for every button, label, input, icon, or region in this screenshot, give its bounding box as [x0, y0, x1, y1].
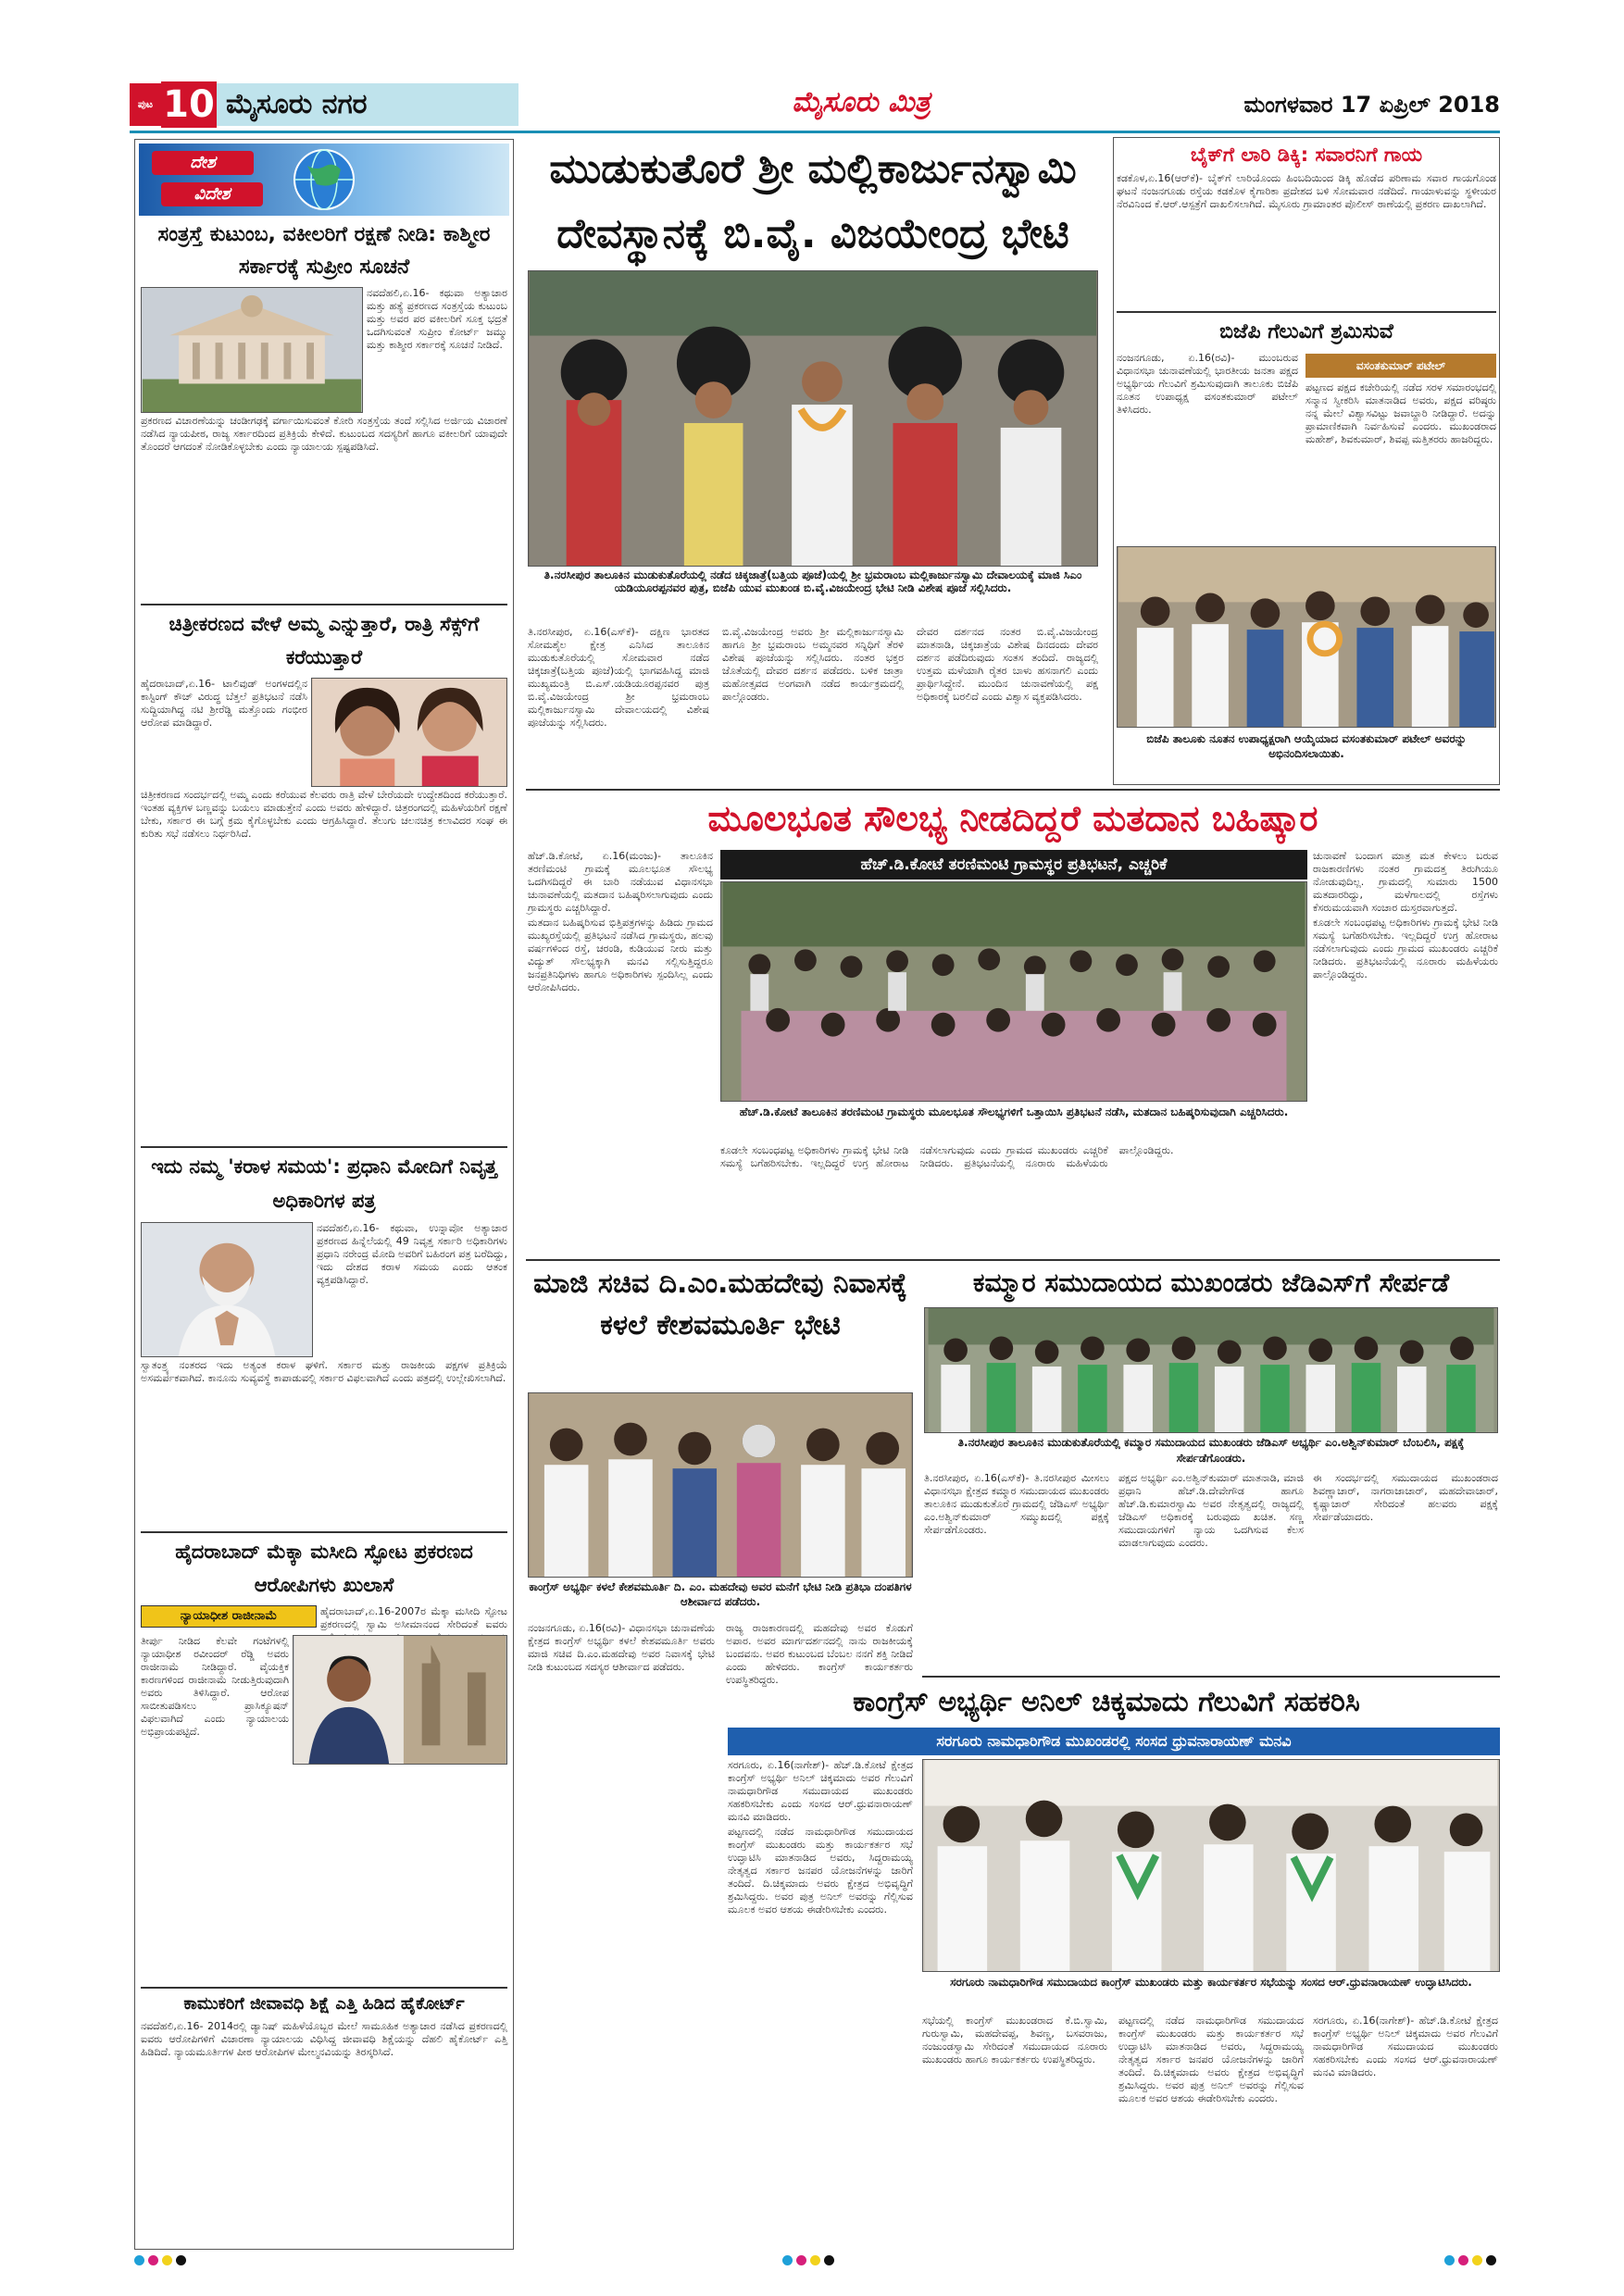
lead-body-col-3: [917, 626, 1098, 785]
paragraph: ಸಭೆಯಲ್ಲಿ ಕಾಂಗ್ರೆಸ್ ಮುಖಂಡರಾದ ಕೆ.ಬಿ.ಸ್ವಾಮಿ, ಗುರುಸ್ವಾಮಿ, ಮಹದೇವಪ್ಪ, ಶಿವಣ್ಣ, ಬಸವರಾಜು, ನಂಜುಂಡಸ್ವಾಮಿ ಸೇರಿದಂತೆ ಸಮುದಾಯದ ನೂರಾರು ಮುಖಂಡರು ಹಾಗೂ ಕಾರ್ಯಕರ್ತರು ಉಪಸ್ಥಿತರಿದ್ದರು.: [922, 2015, 1107, 2065]
divider: [1117, 311, 1496, 313]
anil-subheadline: ಸರಗೂರು ನಾಮಧಾರಿಗೌಡ ಮುಖಂಡರಲ್ಲಿ ಸಂಸದ ಧ್ರುವನಾರಾಯಣ್ ಮನವಿ: [728, 1728, 1500, 1755]
lead-photo: [528, 270, 1098, 567]
lead-photo-caption: ತಿ.ನರಸೀಪುರ ತಾಲೂಕಿನ ಮುಡುಕುತೊರೆಯಲ್ಲಿ ನಡೆದ ಚಿಕ್ಕಜಾತ್ರೆ(ಬತ್ತಿಯ ಪೂಜೆ)ಯಲ್ಲಿ ಶ್ರೀ ಭ್ರಮರಾಂಬ ಮಲ್ಲಿಕಾರ್ಜುನಸ್ವಾಮಿ ದೇವಾಲಯಕ್ಕೆ ಮಾಜಿ ಸಿಎಂ ಯಡಿಯೂರಪ್ಪನವರ ಪುತ್ರ, ಬಿಜೆಪಿ ಯುವ ಮುಖಂಡ ಬಿ.ವೈ.ವಿಜಯೇಂದ್ರ ಭೇಟಿ ನೀಡಿ ವಿಶೇಷ ಪೂಜೆ ಸಲ್ಲಿಸಿದರು.: [543, 568, 1082, 594]
modi-photo: [141, 1222, 313, 1357]
actress-photo: [311, 678, 507, 787]
kammara-body-col-1: [924, 1472, 1109, 1672]
lead-headline: ಮುಡುಕುತೊರೆ ಶ್ರೀ ಮಲ್ಲಿಕಾರ್ಜುನಸ್ವಾಮಿ ದೇವಸ್ಥಾನಕ್ಕೆ ಬಿ.ವೈ. ವಿಜಯೇಂದ್ರ ಭೇಟಿ: [549, 145, 1077, 257]
registration-dot-black: [1486, 2255, 1496, 2265]
bjp-win-headline: ಬಿಜೆಪಿ ಗೆಲುವಿಗೆ ಶ್ರಮಿಸುವೆ: [1219, 320, 1393, 343]
paragraph: ಸ್ವಾತಂತ್ರ್ಯ ನಂತರದ ಇದು ಅತ್ಯಂತ ಕರಾಳ ಘಳಿಗೆ. ಸರ್ಕಾರ ಮತ್ತು ರಾಜಕೀಯ ಪಕ್ಷಗಳ ಪ್ರತಿಕ್ರಿಯೆ ಅಸಮರ್ಪಕವಾಗಿದೆ. ಕಾನೂನು ಸುವ್ಯವಸ್ಥೆ ಕಾಪಾಡುವಲ್ಲಿ ಸರ್ಕಾರ ವಿಫಲವಾಗಿದೆ ಎಂದು ಪತ್ರದಲ್ಲಿ ಉಲ್ಲೇಖಿಸಲಾಗಿದೆ.: [141, 1359, 507, 1384]
registration-dot-magenta: [148, 2255, 158, 2265]
left-story-1-headline: ಸಂತ್ರಸ್ತೆ ಕುಟುಂಬ, ವಕೀಲರಿಗೆ ರಕ್ಷಣೆ ನೀಡಿ: ಕಾಶ್ಮೀರ ಸರ್ಕಾರಕ್ಕೆ ಸುಪ್ರೀಂ ಸೂಚನೆ: [157, 223, 491, 279]
paragraph: ಕೂಡಲೇ ಸಂಬಂಧಪಟ್ಟ ಅಧಿಕಾರಿಗಳು ಗ್ರಾಮಕ್ಕೆ ಭೇಟಿ ನೀಡಿ ಸಮಸ್ಯೆ ಬಗೆಹರಿಸಬೇಕು. ಇಲ್ಲದಿದ್ದರೆ ಉಗ್ರ ಹೋರಾಟ ನಡೆಸಲಾಗುವುದು ಎಂದು ಗ್ರಾಮದ ಮುಖಂಡರು ಎಚ್ಚರಿಕೆ ನೀಡಿದರು. ಪ್ರತಿಭಟನೆಯಲ್ಲಿ ನೂರಾರು ಮಹಿಳೆಯರು ಪಾಲ್ಗೊಂಡಿದ್ದರು.: [720, 1144, 1174, 1169]
left-story-1-body-b: [141, 415, 507, 602]
paragraph: ರಾಜ್ಯ ರಾಜಕಾರಣದಲ್ಲಿ ಮಹದೇವು ಅವರ ಕೊಡುಗೆ ಅಪಾರ. ಅವರ ಮಾರ್ಗದರ್ಶನದಲ್ಲಿ ನಾನು ರಾಜಕೀಯಕ್ಕೆ ಬಂದವನು. ಅವರ ಕುಟುಂಬದ ಬೆಂಬಲ ನನಗೆ ಶಕ್ತಿ ನೀಡಿದೆ ಎಂದು ಹೇಳಿದರು. ಕಾಂಗ್ರೆಸ್ ಕಾರ್ಯಕರ್ತರು ಉಪಸ್ಥಿತರಿದ್ದರು.: [726, 1622, 913, 1686]
registration-dot-magenta: [1458, 2255, 1468, 2265]
divider: [141, 1987, 507, 1989]
registration-dot-magenta: [796, 2255, 806, 2265]
paragraph: ಹೆಚ್.ಡಿ.ಕೋಟೆ, ಏ.16(ಮಂಜು)- ತಾಲೂಕಿನ ತರಣಿಮಂಟಿ ಗ್ರಾಮಕ್ಕೆ ಮೂಲಭೂತ ಸೌಲಭ್ಯ ಒದಗಿಸದಿದ್ದರೆ ಈ ಬಾರಿ ನಡೆಯುವ ವಿಧಾನಸಭಾ ಚುನಾವಣೆಯಲ್ಲಿ ಮತದಾನ ಬಹಿಷ್ಕರಿಸಲಾಗುವುದು ಎಂದು ಗ್ರಾಮಸ್ಥರು ಎಚ್ಚರಿಸಿದ್ದಾರೆ.: [528, 850, 713, 914]
issue-date: ಮಂಗಳವಾರ 17 ಏಪ್ರಿಲ್ 2018: [1243, 92, 1500, 118]
kammara-photo: [924, 1307, 1498, 1433]
registration-dot-yellow: [1472, 2255, 1482, 2265]
judge-resign-tag: ನ್ಯಾಯಾಧೀಶ ರಾಜೀನಾಮೆ: [141, 1605, 317, 1628]
divider: [526, 1259, 1500, 1261]
paragraph: ನವದೆಹಲಿ,ಏ.16- 2014ರಲ್ಲಿ ಡ್ಯಾನಿಷ್ ಮಹಿಳೆಯೊಬ್ಬರ ಮೇಲೆ ಸಾಮೂಹಿಕ ಅತ್ಯಾಚಾರ ನಡೆಸಿದ ಪ್ರಕರಣದಲ್ಲಿ ಐವರು ಆರೋಪಿಗಳಿಗೆ ವಿಚಾರಣಾ ನ್ಯಾಯಾಲಯ ವಿಧಿಸಿದ್ದ ಜೀವಾವಧಿ ಶಿಕ್ಷೆಯನ್ನು ದೆಹಲಿ ಹೈಕೋರ್ಟ್ ಎತ್ತಿ ಹಿಡಿದಿದೆ. ನ್ಯಾಯಮೂರ್ತಿಗಳ ಪೀಠ ಆರೋಪಿಗಳ ಮೇಲ್ಮನವಿಯನ್ನು ತಿರಸ್ಕರಿಸಿದೆ.: [141, 2020, 507, 2058]
masthead: ಮೈಸೂರು ಮಿತ್ರ: [792, 86, 931, 119]
bjp-win-body-a: [1117, 352, 1298, 543]
keshav-headline: ಮಾಜಿ ಸಚಿವ ದಿ.ಎಂ.ಮಹದೇವು ನಿವಾಸಕ್ಕೆ ಕಳಲೆ ಕೇಶವಮೂರ್ತಿ ಭೇಟಿ: [533, 1267, 907, 1341]
kammara-photo-caption: ತಿ.ನರಸೀಪುರ ತಾಲೂಕಿನ ಮುಡುಕುತೊರೆಯಲ್ಲಿ ಕಮ್ಮಾರ ಸಮುದಾಯದ ಮುಖಂಡರು ಜೆಡಿಎಸ್ ಅಭ್ಯರ್ಥಿ ಎಂ.ಅಶ್ವಿನ್‌ಕುಮಾರ್ ಬೆಂಬಲಿಸಿ, ಪಕ್ಷಕ್ಕೆ ಸೇರ್ಪಡೆಗೊಂಡರು.: [957, 1436, 1465, 1465]
bjp-win-body-b: [1305, 381, 1496, 543]
registration-dot-cyan: [134, 2255, 144, 2265]
paragraph: ಪಟ್ಟಣದ ಪಕ್ಷದ ಕಚೇರಿಯಲ್ಲಿ ನಡೆದ ಸರಳ ಸಮಾರಂಭದಲ್ಲಿ ಸನ್ಮಾನ ಸ್ವೀಕರಿಸಿ ಮಾತನಾಡಿದ ಅವರು, ಪಕ್ಷದ ವರಿಷ್ಠರು ನನ್ನ ಮೇಲೆ ವಿಶ್ವಾಸವಿಟ್ಟು ಜವಾಬ್ದಾರಿ ನೀಡಿದ್ದಾರೆ. ಅದನ್ನು ಪ್ರಾಮಾಣಿಕವಾಗಿ ನಿರ್ವಹಿಸುವೆ ಎಂದರು. ಮುಖಂಡರಾದ ಮಹೇಶ್, ಶಿವಕುಮಾರ್, ಶಿವಪ್ಪ ಮತ್ತಿತರರು ಹಾಜರಿದ್ದರು.: [1305, 381, 1496, 445]
lead-body-col-2: [722, 626, 904, 785]
registration-dot-cyan: [1444, 2255, 1455, 2265]
paragraph: ದೇವರ ದರ್ಶನದ ನಂತರ ಬಿ.ವೈ.ವಿಜಯೇಂದ್ರ ಮಾತನಾಡಿ, ಚಿಕ್ಕಜಾತ್ರೆಯ ವಿಶೇಷ ದಿನದಂದು ದೇವರ ದರ್ಶನ ಪಡೆದಿರುವುದು ಸಂತಸ ತಂದಿದೆ. ರಾಜ್ಯದಲ್ಲಿ ಉತ್ತಮ ಮಳೆಯಾಗಿ ರೈತರ ಬಾಳು ಹಸನಾಗಲಿ ಎಂದು ಪ್ರಾರ್ಥಿಸಿದ್ದೇನೆ. ಮುಂದಿನ ಚುನಾವಣೆಯಲ್ಲಿ ಪಕ್ಷ ಅಧಿಕಾರಕ್ಕೆ ಬರಲಿದೆ ಎಂದು ವಿಶ್ವಾಸ ವ್ಯಕ್ತಪಡಿಸಿದರು.: [917, 626, 1098, 703]
paragraph: ಹೈದರಾಬಾದ್,ಏ.16- ಟಾಲಿವುಡ್ ಅಂಗಳದಲ್ಲಿನ ಕಾಸ್ಟಿಂಗ್ ಕೌಚ್ ವಿರುದ್ಧ ಬೆತ್ತಲೆ ಪ್ರತಿಭಟನೆ ನಡೆಸಿ ಸುದ್ದಿಯಾಗಿದ್ದ ನಟಿ ಶ್ರೀರೆಡ್ಡಿ ಮತ್ತೊಂದು ಗಂಭೀರ ಆರೋಪ ಮಾಡಿದ್ದಾರೆ.: [141, 678, 307, 729]
anil-photo-caption: ಸರಗೂರು ನಾಮಧಾರಿಗೌಡ ಸಮುದಾಯದ ಕಾಂಗ್ರೆಸ್ ಮುಖಂಡರು ಮತ್ತು ಕಾರ್ಯಕರ್ತರ ಸಭೆಯನ್ನು ಸಂಸದ ಆರ್.ಧ್ರುವನಾರಾಯಣ್ ಉದ್ಘಾಟಿಸಿದರು.: [950, 1976, 1472, 1989]
banner-word-2: ವಿದೇಶ: [161, 182, 263, 206]
paragraph: ನವದೆಹಲಿ,ಏ.16- ಕಥುವಾ, ಉನ್ನಾವೋ ಅತ್ಯಾಚಾರ ಪ್ರಕರಣದ ಹಿನ್ನೆಲೆಯಲ್ಲಿ 49 ನಿವೃತ್ತ ಸರ್ಕಾರಿ ಅಧಿಕಾರಿಗಳು ಪ್ರಧಾನಿ ನರೇಂದ್ರ ಮೋದಿ ಅವರಿಗೆ ಬಹಿರಂಗ ಪತ್ರ ಬರೆದಿದ್ದು, ಇದು ದೇಶದ ಕರಾಳ ಸಮಯ ಎಂದು ಆತಂಕ ವ್ಯಕ್ತಪಡಿಸಿದ್ದಾರೆ.: [317, 1222, 507, 1286]
paragraph: ಸರಗೂರು, ಏ.16(ನಾಗೇಶ್)- ಹೆಚ್.ಡಿ.ಕೋಟೆ ಕ್ಷೇತ್ರದ ಕಾಂಗ್ರೆಸ್ ಅಭ್ಯರ್ಥಿ ಅನಿಲ್ ಚಿಕ್ಕಮಾದು ಅವರ ಗೆಲುವಿಗೆ ನಾಮಧಾರಿಗೌಡ ಸಮುದಾಯದ ಮುಖಂಡರು ಸಹಕರಿಸಬೇಕು ಎಂದು ಸಂಸದ ಆರ್.ಧ್ರುವನಾರಾಯಣ್ ಮನವಿ ಮಾಡಿದರು.: [728, 1759, 913, 1823]
divider: [526, 789, 1500, 791]
divider: [141, 1146, 507, 1148]
left-story-5-body: [141, 2020, 507, 2246]
protest-subheadline: ಹೆಚ್.ಡಿ.ಕೋಟೆ ತರಣಿಮಂಟಿ ಗ್ರಾಮಸ್ಥರ ಪ್ರತಿಭಟನೆ, ಎಚ್ಚರಿಕೆ: [720, 850, 1307, 880]
left-story-2-body-b: [141, 789, 507, 1144]
protest-photo: [720, 881, 1307, 1102]
protest-photo-caption: ಹೆಚ್.ಡಿ.ಕೋಟೆ ತಾಲೂಕಿನ ತರಣಿಮಂಟಿ ಗ್ರಾಮಸ್ಥರು ಮೂಲಭೂತ ಸೌಲಭ್ಯಗಳಿಗೆ ಒತ್ತಾಯಿಸಿ ಪ್ರತಿಭಟನೆ ನಡೆಸಿ, ಮತದಾನ ಬಹಿಷ್ಕರಿಸುವುದಾಗಿ ಎಚ್ಚರಿಸಿದರು.: [739, 1105, 1289, 1118]
left-story-3-body-b: [141, 1359, 507, 1529]
anil-headline: ಕಾಂಗ್ರೆಸ್ ಅಭ್ಯರ್ಥಿ ಅನಿಲ್ ಚಿಕ್ಕಮಾದು ಗೆಲುವಿಗೆ ಸಹಕರಿಸಿ: [853, 1686, 1360, 1718]
paragraph: ನಂಜನಗೂಡು, ಏ.16(ರವಿ)- ವಿಧಾನಸಭಾ ಚುನಾವಣೆಯ ಕ್ಷೇತ್ರದ ಕಾಂಗ್ರೆಸ್ ಅಭ್ಯರ್ಥಿ ಕಳಲೆ ಕೇಶವಮೂರ್ತಿ ಅವರು ಮಾಜಿ ಸಚಿವ ದಿ.ಎಂ.ಮಹದೇವು ಅವರ ನಿವಾಸಕ್ಕೆ ಭೇಟಿ ನೀಡಿ ಕುಟುಂಬದ ಸದಸ್ಯರ ಆಶೀರ್ವಾದ ಪಡೆದರು.: [528, 1622, 715, 1673]
paragraph: ನಂಜನಗೂಡು, ಏ.16(ರವಿ)- ಮುಂಬರುವ ವಿಧಾನಸಭಾ ಚುನಾವಣೆಯಲ್ಲಿ ಭಾರತೀಯ ಜನತಾ ಪಕ್ಷದ ಅಭ್ಯರ್ಥಿಯ ಗೆಲುವಿಗೆ ಶ್ರಮಿಸುವುದಾಗಿ ತಾಲೂಕು ಬಿಜೆಪಿ ನೂತನ ಉಪಾಧ್ಯಕ್ಷ ವಸಂತಕುಮಾರ್ ಪಟೇಲ್ ತಿಳಿಸಿದರು.: [1117, 352, 1298, 416]
paragraph: ಬಿ.ವೈ.ವಿಜಯೇಂದ್ರ ಅವರು ಶ್ರೀ ಮಲ್ಲಿಕಾರ್ಜುನಸ್ವಾಮಿ ಹಾಗೂ ಶ್ರೀ ಭ್ರಮರಾಂಬ ಅಮ್ಮನವರ ಸನ್ನಿಧಿಗೆ ತೆರಳಿ ವಿಶೇಷ ಪೂಜೆಯನ್ನು ಸಲ್ಲಿಸಿದರು. ನಂತರ ಭಕ್ತರ ಜೊತೆಯಲ್ಲಿ ದೇವರ ದರ್ಶನ ಪಡೆದರು. ಬಳಿಕ ಜಾತ್ರಾ ಮಹೋತ್ಸವದ ಅಂಗವಾಗಿ ನಡೆದ ಕಾರ್ಯಕ್ರಮದಲ್ಲಿ ಪಾಲ್ಗೊಂಡರು.: [722, 626, 904, 703]
banner-word-1: ದೇಶ: [152, 151, 254, 175]
protest-body-right: [1313, 850, 1498, 1254]
anil-body-col-3: [1118, 2015, 1304, 2250]
keshav-photo: [528, 1392, 913, 1578]
left-story-4-headline: ಹೈದರಾಬಾದ್ ಮೆಕ್ಕಾ ಮಸೀದಿ ಸ್ಫೋಟ ಪ್ರಕರಣದ ಆರೋಪಿಗಳು ಖುಲಾಸೆ: [175, 1541, 473, 1596]
page-number: 10: [161, 81, 217, 128]
paragraph: ಸರಗೂರು, ಏ.16(ನಾಗೇಶ್)- ಹೆಚ್.ಡಿ.ಕೋಟೆ ಕ್ಷೇತ್ರದ ಕಾಂಗ್ರೆಸ್ ಅಭ್ಯರ್ಥಿ ಅನಿಲ್ ಚಿಕ್ಕಮಾದು ಅವರ ಗೆಲುವಿಗೆ ನಾಮಧಾರಿಗೌಡ ಸಮುದಾಯದ ಮುಖಂಡರು ಸಹಕರಿಸಬೇಕು ಎಂದು ಸಂಸದ ಆರ್.ಧ್ರುವನಾರಾಯಣ್ ಮನವಿ ಮಾಡಿದರು.: [1313, 2015, 1498, 2078]
paragraph: ಪಟ್ಟಣದಲ್ಲಿ ನಡೆದ ನಾಮಧಾರಿಗೌಡ ಸಮುದಾಯದ ಕಾಂಗ್ರೆಸ್ ಮುಖಂಡರು ಮತ್ತು ಕಾರ್ಯಕರ್ತರ ಸಭೆ ಉದ್ಘಾಟಿಸಿ ಮಾತನಾಡಿದ ಅವರು, ಸಿದ್ದರಾಮಯ್ಯ ನೇತೃತ್ವದ ಸರ್ಕಾರ ಜನಪರ ಯೋಜನೆಗಳನ್ನು ಜಾರಿಗೆ ತಂದಿದೆ. ದಿ.ಚಿಕ್ಕಮಾದು ಅವರು ಕ್ಷೇತ್ರದ ಅಭಿವೃದ್ಧಿಗೆ ಶ್ರಮಿಸಿದ್ದರು. ಅವರ ಪುತ್ರ ಅನಿಲ್ ಅವರನ್ನು ಗೆಲ್ಲಿಸುವ ಮೂಲಕ ಅವರ ಆಶಯ ಈಡೇರಿಸಬೇಕು ಎಂದರು.: [728, 1826, 913, 1915]
registration-dot-black: [824, 2255, 834, 2265]
protest-headline: ಮೂಲಭೂತ ಸೌಲಭ್ಯ ನೀಡದಿದ್ದರೆ ಮತದಾನ ಬಹಿಷ್ಕಾರ: [707, 798, 1318, 839]
keshav-body-col-1: [528, 1622, 715, 1937]
registration-dot-yellow: [810, 2255, 820, 2265]
left-story-1-body-a: [367, 287, 507, 413]
bike-accident-headline: ಬೈಕ್‌ಗೆ ಲಾರಿ ಡಿಕ್ಕಿ: ಸವಾರನಿಗೆ ಗಾಯ: [1190, 144, 1423, 166]
lead-body-col-1: [528, 626, 709, 785]
registration-dot-black: [176, 2255, 186, 2265]
paragraph: ಮತದಾನ ಬಹಿಷ್ಕರಿಸುವ ಭಿತ್ತಿಪತ್ರಗಳನ್ನು ಹಿಡಿದು ಗ್ರಾಮದ ಮುಖ್ಯರಸ್ತೆಯಲ್ಲಿ ಪ್ರತಿಭಟನೆ ನಡೆಸಿದ ಗ್ರಾಮಸ್ಥರು, ಹಲವು ವರ್ಷಗಳಿಂದ ರಸ್ತೆ, ಚರಂಡಿ, ಕುಡಿಯುವ ನೀರು ಮತ್ತು ವಿದ್ಯುತ್ ಸೌಲಭ್ಯಕ್ಕಾಗಿ ಮನವಿ ಸಲ್ಲಿಸುತ್ತಿದ್ದರೂ ಜನಪ್ರತಿನಿಧಿಗಳು ಹಾಗೂ ಅಧಿಕಾರಿಗಳು ಸ್ಪಂದಿಸಿಲ್ಲ ಎಂದು ಆರೋಪಿಸಿದರು.: [528, 917, 713, 993]
protest-body-left: [528, 850, 713, 1254]
paragraph: ಪಕ್ಷದ ಅಭ್ಯರ್ಥಿ ಎಂ.ಅಶ್ವಿನ್‌ಕುಮಾರ್ ಮಾತನಾಡಿ, ಮಾಜಿ ಪ್ರಧಾನಿ ಹೆಚ್.ಡಿ.ದೇವೇಗೌಡ ಹಾಗೂ ಹೆಚ್.ಡಿ.ಕುಮಾರಸ್ವಾಮಿ ಅವರ ನೇತೃತ್ವದಲ್ಲಿ ರಾಜ್ಯದಲ್ಲಿ ಜೆಡಿಎಸ್ ಅಧಿಕಾರಕ್ಕೆ ಬರುವುದು ಖಚಿತ. ಸಣ್ಣ ಸಮುದಾಯಗಳಿಗೆ ನ್ಯಾಯ ಒದಗಿಸುವ ಕೆಲಸ ಮಾಡಲಾಗುವುದು ಎಂದರು.: [1118, 1472, 1304, 1549]
paragraph: ಕಡಕೊಳ,ಏ.16(ಆರ್‌ಕೆ)- ಬೈಕ್‌ಗೆ ಲಾರಿಯೊಂದು ಹಿಂಬದಿಯಿಂದ ಡಿಕ್ಕಿ ಹೊಡೆದ ಪರಿಣಾಮ ಸವಾರ ಗಾಯಗೊಂಡ ಘಟನೆ ನಂಜನಗೂಡು ರಸ್ತೆಯ ಕಡಕೊಳ ಕೈಗಾರಿಕಾ ಪ್ರದೇಶದ ಬಳಿ ಸೋಮವಾರ ನಡೆದಿದೆ. ಗಾಯಾಳುವನ್ನು ಸ್ಥಳೀಯರ ನೆರವಿನಿಂದ ಕೆ.ಆರ್.ಆಸ್ಪತ್ರೆಗೆ ದಾಖಲಿಸಲಾಗಿದೆ. ಮೈಸೂರು ಗ್ರಾಮಾಂತರ ಪೊಲೀಸ್ ಠಾಣೆಯಲ್ಲಿ ಪ್ರಕರಣ ದಾಖಲಾಗಿದೆ.: [1117, 172, 1496, 210]
left-story-2-body-a: [141, 678, 307, 787]
divider: [141, 1531, 507, 1533]
keshav-photo-caption: ಕಾಂಗ್ರೆಸ್ ಅಭ್ಯರ್ಥಿ ಕಳಲೆ ಕೇಶವಮೂರ್ತಿ ದಿ. ಎಂ. ಮಹದೇವು ಅವರ ಮನೆಗೆ ಭೇಟಿ ನೀಡಿ ಪ್ರತಿಭಾ ದಂಪತಿಗಳ ಆಶೀರ್ವಾದ ಪಡೆದರು.: [529, 1580, 912, 1608]
protest-body-bottom: [720, 1144, 1307, 1254]
paragraph: ತಿ.ನರಸೀಪುರ, ಏ.16(ಎಸ್‌ಕೆ)- ದಕ್ಷಿಣ ಭಾರತದ ಸೋಮಶೈಲ ಕ್ಷೇತ್ರ ಎನಿಸಿದ ತಾಲೂಕಿನ ಮುಡುಕುತೊರೆಯಲ್ಲಿ ಸೋಮವಾರ ನಡೆದ ಚಿಕ್ಕಜಾತ್ರೆ(ಬತ್ತಿಯ ಪೂಜೆ)ಯಲ್ಲಿ ಭಾಗವಹಿಸಿದ್ದ ಮಾಜಿ ಮುಖ್ಯಮಂತ್ರಿ ಬಿ.ಎಸ್.ಯಡಿಯೂರಪ್ಪನವರ ಪುತ್ರ ಬಿ.ವೈ.ವಿಜಯೇಂದ್ರ ಶ್ರೀ ಭ್ರಮರಾಂಬ ಮಲ್ಲಿಕಾರ್ಜುನಸ್ವಾಮಿ ದೇವಾಲಯದಲ್ಲಿ ವಿಶೇಷ ಪೂಜೆಯನ್ನು ಸಲ್ಲಿಸಿದರು.: [528, 626, 709, 729]
judge-photo: [293, 1635, 507, 1765]
left-story-5-headline: ಕಾಮುಕರಿಗೆ ಜೀವಾವಧಿ ಶಿಕ್ಷೆ ಎತ್ತಿ ಹಿಡಿದ ಹೈಕೋರ್ಟ್: [183, 1994, 465, 2014]
paragraph: ಈ ಸಂದರ್ಭದಲ್ಲಿ ಸಮುದಾಯದ ಮುಖಂಡರಾದ ಶಿವಣ್ಣಾಚಾರ್, ನಾಗರಾಜಾಚಾರ್, ಮಹದೇವಾಚಾರ್, ಕೃಷ್ಣಾಚಾರ್ ಸೇರಿದಂತೆ ಹಲವರು ಪಕ್ಷಕ್ಕೆ ಸೇರ್ಪಡೆಯಾದರು.: [1313, 1472, 1498, 1523]
person-name-tag: ವಸಂತಕುಮಾರ್ ಪಟೇಲ್: [1305, 354, 1496, 378]
left-story-4-body-b: [141, 1635, 289, 1765]
bjp-felicitation-photo: [1117, 546, 1496, 728]
paragraph: ಚಿತ್ರೀಕರಣದ ಸಂದರ್ಭದಲ್ಲಿ ಅಮ್ಮ ಎಂದು ಕರೆಯುವ ಕೆಲವರು ರಾತ್ರಿ ವೇಳೆ ಬೇರೆಯದೇ ಉದ್ದೇಶದಿಂದ ಕರೆಯುತ್ತಾರೆ. ಇಂತಹ ವ್ಯಕ್ತಿಗಳ ಬಣ್ಣವನ್ನು ಬಯಲು ಮಾಡುತ್ತೇನೆ ಎಂದು ಅವರು ಹೇಳಿದ್ದಾರೆ. ಚಿತ್ರರಂಗದಲ್ಲಿ ಮಹಿಳೆಯರಿಗೆ ರಕ್ಷಣೆ ಬೇಕು, ಸರ್ಕಾರ ಈ ಬಗ್ಗೆ ಕ್ರಮ ಕೈಗೊಳ್ಳಬೇಕು ಎಂದು ಆಗ್ರಹಿಸಿದ್ದಾರೆ. ತೆಲುಗು ಚಲನಚಿತ್ರ ಕಲಾವಿದರ ಸಂಘ ಈ ಕುರಿತು ಸಭೆ ನಡೆಸಲು ನಿರ್ಧರಿಸಿದೆ.: [141, 789, 507, 840]
divider: [141, 604, 507, 605]
anil-body-col-4: [1313, 2015, 1498, 2250]
globe-icon: [287, 147, 361, 212]
registration-dot-yellow: [162, 2255, 172, 2265]
left-story-3-headline: ಇದು ನಮ್ಮ 'ಕರಾಳ ಸಮಯ': ಪ್ರಧಾನಿ ಮೋದಿಗೆ ನಿವೃತ್ತ ಅಧಿಕಾರಿಗಳ ಪತ್ರ: [151, 1155, 497, 1212]
registration-dot-cyan: [782, 2255, 793, 2265]
paragraph: ತಿ.ನರಸೀಪುರ, ಏ.16(ಎಸ್‌ಕೆ)- ತಿ.ನರಸೀಪುರ ಮೀಸಲು ವಿಧಾನಸಭಾ ಕ್ಷೇತ್ರದ ಕಮ್ಮಾರ ಸಮುದಾಯದ ಮುಖಂಡರು ತಾಲೂಕಿನ ಮುಡುಕುತೊರೆ ಗ್ರಾಮದಲ್ಲಿ ಜೆಡಿಎಸ್ ಅಭ್ಯರ್ಥಿ ಎಂ.ಅಶ್ವಿನ್‌ಕುಮಾರ್ ಸಮ್ಮುಖದಲ್ಲಿ ಪಕ್ಷಕ್ಕೆ ಸೇರ್ಪಡೆಗೊಂಡರು.: [924, 1472, 1109, 1536]
supreme-court-photo: [141, 287, 363, 413]
anil-body-col-2: [922, 2015, 1107, 2250]
kammara-headline: ಕಮ್ಮಾರ ಸಮುದಾಯದ ಮುಖಂಡರು ಜೆಡಿಎಸ್‌ಗೆ ಸೇರ್ಪಡೆ: [972, 1267, 1450, 1298]
divider: [922, 1676, 1500, 1678]
paragraph: ಹೈದರಾಬಾದ್,ಏ.16-2007ರ ಮೆಕ್ಕಾ ಮಸೀದಿ ಸ್ಫೋಟ ಪ್ರಕರಣದಲ್ಲಿ ಸ್ವಾಮಿ ಅಸೀಮಾನಂದ ಸೇರಿದಂತೆ ಐವರು: [320, 1605, 507, 1630]
paragraph: ತೀರ್ಪು ನೀಡಿದ ಕೆಲವೇ ಗಂಟೆಗಳಲ್ಲಿ ನ್ಯಾಯಾಧೀಶ ರವೀಂದರ್ ರೆಡ್ಡಿ ಅವರು ರಾಜೀನಾಮೆ ನೀಡಿದ್ದಾರೆ. ವೈಯಕ್ತಿಕ ಕಾರಣಗಳಿಂದ ರಾಜೀನಾಮೆ ನೀಡುತ್ತಿರುವುದಾಗಿ ಅವರು ತಿಳಿಸಿದ್ದಾರೆ. ಆರೋಪ ಸಾಬೀತುಪಡಿಸಲು ಪ್ರಾಸಿಕ್ಯೂಷನ್ ವಿಫಲವಾಗಿದೆ ಎಂದು ನ್ಯಾಯಾಲಯ ಅಭಿಪ್ರಾಯಪಟ್ಟಿದೆ.: [141, 1635, 289, 1738]
bjp-felicitation-caption: ಬಿಜೆಪಿ ತಾಲೂಕು ನೂತನ ಉಪಾಧ್ಯಕ್ಷರಾಗಿ ಆಯ್ಕೆಯಾದ ವಸಂತಕುಮಾರ್ ಪಟೇಲ್ ಅವರನ್ನು ಅಭಿನಂದಿಸಲಾಯಿತು.: [1146, 732, 1467, 760]
desha-videsha-banner: [139, 144, 509, 216]
left-story-2-headline: ಚಿತ್ರೀಕರಣದ ವೇಳೆ ಅಮ್ಮ ಎನ್ನುತ್ತಾರೆ, ರಾತ್ರಿ ಸೆಕ್ಸ್‌ಗೆ ಕರೆಯುತ್ತಾರೆ: [169, 613, 480, 668]
paragraph: ನವದೆಹಲಿ,ಏ.16- ಕಥುವಾ ಅತ್ಯಾಚಾರ ಮತ್ತು ಹತ್ಯೆ ಪ್ರಕರಣದ ಸಂತ್ರಸ್ತೆಯ ಕುಟುಂಬ ಮತ್ತು ಅವರ ಪರ ವಕೀಲರಿಗೆ ಸೂಕ್ತ ಭದ್ರತೆ ಒದಗಿಸುವಂತೆ ಸುಪ್ರೀಂ ಕೋರ್ಟ್ ಜಮ್ಮು ಮತ್ತು ಕಾಶ್ಮೀರ ಸರ್ಕಾರಕ್ಕೆ ಸೂಚನೆ ನೀಡಿದೆ.: [367, 287, 507, 351]
paragraph: ಪಟ್ಟಣದಲ್ಲಿ ನಡೆದ ನಾಮಧಾರಿಗೌಡ ಸಮುದಾಯದ ಕಾಂಗ್ರೆಸ್ ಮುಖಂಡರು ಮತ್ತು ಕಾರ್ಯಕರ್ತರ ಸಭೆ ಉದ್ಘಾಟಿಸಿ ಮಾತನಾಡಿದ ಅವರು, ಸಿದ್ದರಾಮಯ್ಯ ನೇತೃತ್ವದ ಸರ್ಕಾರ ಜನಪರ ಯೋಜನೆಗಳನ್ನು ಜಾರಿಗೆ ತಂದಿದೆ. ದಿ.ಚಿಕ್ಕಮಾದು ಅವರು ಕ್ಷೇತ್ರದ ಅಭಿವೃದ್ಧಿಗೆ ಶ್ರಮಿಸಿದ್ದರು. ಅವರ ಪುತ್ರ ಅನಿಲ್ ಅವರನ್ನು ಗೆಲ್ಲಿಸುವ ಮೂಲಕ ಅವರ ಆಶಯ ಈಡೇರಿಸಬೇಕು ಎಂದರು.: [1118, 2015, 1304, 2104]
section-title: ಮೈಸೂರು ನಗರ: [217, 83, 518, 126]
page-badge: ಪುಟ: [130, 83, 161, 126]
left-story-3-body-a: [317, 1222, 507, 1357]
kammara-body-col-2: [1118, 1472, 1304, 1672]
paragraph: ಪ್ರಕರಣದ ವಿಚಾರಣೆಯನ್ನು ಚಂಡೀಗಢಕ್ಕೆ ವರ್ಗಾಯಿಸುವಂತೆ ಕೋರಿ ಸಂತ್ರಸ್ತೆಯ ತಂದೆ ಸಲ್ಲಿಸಿದ ಅರ್ಜಿಯ ವಿಚಾರಣೆ ನಡೆಸಿದ ನ್ಯಾಯಪೀಠ, ರಾಜ್ಯ ಸರ್ಕಾರದಿಂದ ಪ್ರತಿಕ್ರಿಯೆ ಕೇಳಿದೆ. ಕುಟುಂಬದ ಸದಸ್ಯರಿಗೆ ಹಾಗೂ ವಕೀಲರಿಗೆ ಯಾವುದೇ ತೊಂದರೆ ಆಗದಂತೆ ನೋಡಿಕೊಳ್ಳಬೇಕು ಎಂದು ನ್ಯಾಯಾಲಯ ಸ್ಪಷ್ಟಪಡಿಸಿದೆ.: [141, 415, 507, 453]
bike-accident-body: [1117, 172, 1496, 309]
kammara-body-col-3: [1313, 1472, 1498, 1672]
left-story-4-body-a: [320, 1605, 507, 1633]
paragraph: ಕೂಡಲೇ ಸಂಬಂಧಪಟ್ಟ ಅಧಿಕಾರಿಗಳು ಗ್ರಾಮಕ್ಕೆ ಭೇಟಿ ನೀಡಿ ಸಮಸ್ಯೆ ಬಗೆಹರಿಸಬೇಕು. ಇಲ್ಲದಿದ್ದರೆ ಉಗ್ರ ಹೋರಾಟ ನಡೆಸಲಾಗುವುದು ಎಂದು ಗ್ರಾಮದ ಮುಖಂಡರು ಎಚ್ಚರಿಕೆ ನೀಡಿದರು. ಪ್ರತಿಭಟನೆಯಲ್ಲಿ ನೂರಾರು ಮಹಿಳೆಯರು ಪಾಲ್ಗೊಂಡಿದ್ದರು.: [1313, 917, 1498, 980]
paragraph: ಚುನಾವಣೆ ಬಂದಾಗ ಮಾತ್ರ ಮತ ಕೇಳಲು ಬರುವ ರಾಜಕಾರಣಿಗಳು ನಂತರ ಗ್ರಾಮದತ್ತ ತಿರುಗಿಯೂ ನೋಡುವುದಿಲ್ಲ. ಗ್ರಾಮದಲ್ಲಿ ಸುಮಾರು 1500 ಮತದಾರರಿದ್ದು, ಮಳೆಗಾಲದಲ್ಲಿ ರಸ್ತೆಗಳು ಕೆಸರುಮಯವಾಗಿ ಸಂಚಾರ ದುಸ್ತರವಾಗುತ್ತದೆ.: [1313, 850, 1498, 914]
anil-body-col-1: [728, 1759, 913, 2250]
anil-photo: [922, 1759, 1500, 1972]
header-rule: [130, 131, 1500, 133]
